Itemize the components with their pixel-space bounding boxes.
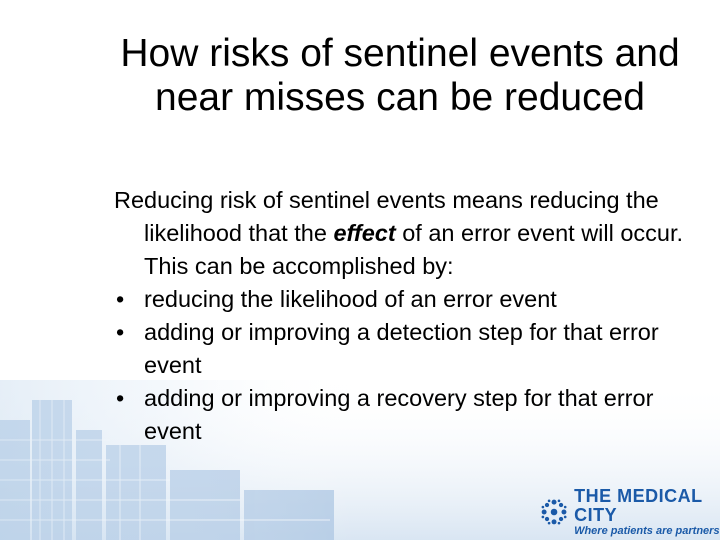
slide-body xyxy=(114,184,704,448)
logo-tagline: Where patients are partners xyxy=(574,524,720,537)
bullet-icon: • xyxy=(116,319,125,345)
slide-title: How risks of sentinel events and near misses can be reduced xyxy=(120,32,680,119)
bullet-icon: • xyxy=(116,286,125,312)
bullet-list xyxy=(114,283,704,448)
intro-text-before: Reducing risk of sentinel events means reducing the likelihood that the xyxy=(114,187,659,246)
medical-city-emblem-icon xyxy=(540,495,568,529)
bullet-text: adding or improving a recovery step for that error event xyxy=(144,385,654,444)
intro-paragraph xyxy=(114,184,704,283)
bullet-item xyxy=(114,382,704,448)
bullet-text: adding or improving a detection step for that error event xyxy=(144,319,659,378)
bullet-item xyxy=(114,283,704,316)
logo-name: THE MEDICAL CITY xyxy=(574,485,703,525)
bullet-icon: • xyxy=(116,385,125,411)
bullet-text: reducing the likelihood of an error event xyxy=(144,286,557,312)
intro-text-after: of an error event will occur. This can be accomplished by: xyxy=(144,220,684,279)
logo-text xyxy=(574,487,720,538)
medical-city-logo xyxy=(540,485,720,537)
bullet-item xyxy=(114,316,704,382)
intro-emphasis: effect xyxy=(333,220,396,246)
